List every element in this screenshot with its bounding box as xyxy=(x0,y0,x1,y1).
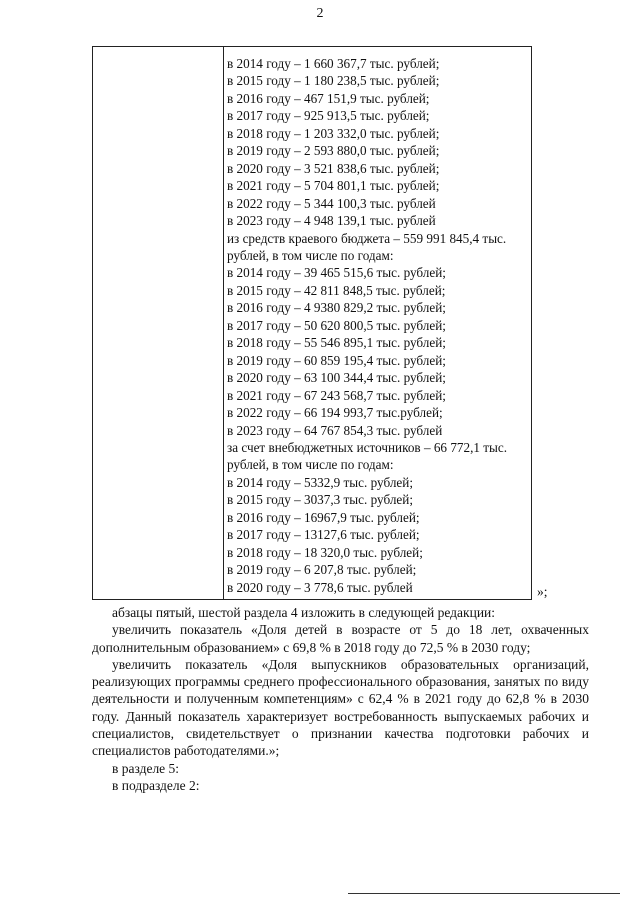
funding-line: в 2015 году – 1 180 238,5 тыс. рублей; xyxy=(227,73,440,89)
funding-line: в 2018 году – 1 203 332,0 тыс. рублей; xyxy=(227,125,440,141)
funding-cell xyxy=(227,55,527,596)
funding-line: в 2018 году – 18 320,0 тыс. рублей; xyxy=(227,544,423,560)
indicator-paragraph-2: увеличить показатель «Доля выпускников образовательных организаций, реализующих программы среднего профессионального образования, занятых по виду деятельности и полученным компетенциям» с 62,4 % в 2021 году до 62,8 % в 2030 году. Данный показатель характеризует востребованность выпускаемых рабочих и специалистов, свидетельствует о признании качества подготовки рабочих и специалистов работодателями.»; xyxy=(92,656,589,759)
funding-table xyxy=(92,46,532,600)
subsection-2-line: в подразделе 2: xyxy=(112,777,200,793)
closing-quote: »; xyxy=(537,584,548,599)
funding-line: в 2014 году – 1 660 367,7 тыс. рублей; xyxy=(227,56,440,71)
funding-line: в 2015 году – 42 811 848,5 тыс. рублей; xyxy=(227,282,446,298)
funding-line: в 2014 году – 39 465 515,6 тыс. рублей; xyxy=(227,265,446,281)
funding-line: рублей, в том числе по годам: xyxy=(227,457,394,473)
funding-line: в 2016 году – 4 9380 829,2 тыс. рублей; xyxy=(227,300,446,316)
funding-line: в 2020 году – 63 100 344,4 тыс. рублей; xyxy=(227,370,446,386)
funding-line: в 2017 году – 925 913,5 тыс. рублей; xyxy=(227,108,430,124)
funding-line: в 2018 году – 55 546 895,1 тыс. рублей; xyxy=(227,335,446,351)
funding-line: в 2017 году – 13127,6 тыс. рублей; xyxy=(227,527,420,543)
funding-line: за счет внебюджетных источников – 66 772,1 тыс. xyxy=(227,439,508,455)
funding-line: в 2014 году – 5332,9 тыс. рублей; xyxy=(227,474,413,490)
funding-line: в 2023 году – 4 948 139,1 тыс. рублей xyxy=(227,213,436,229)
funding-line: в 2016 году – 16967,9 тыс. рублей; xyxy=(227,509,420,525)
funding-line: из средств краевого бюджета – 559 991 845,4 тыс. xyxy=(227,230,507,246)
funding-line: в 2021 году – 67 243 568,7 тыс. рублей; xyxy=(227,387,446,403)
amendment-heading-line: абзацы пятый, шестой раздела 4 изложить в следующей редакции: xyxy=(112,605,496,620)
indicator-paragraph-1: увеличить показатель «Доля детей в возрасте от 5 до 18 лет, охваченных дополнительным образованием» с 69,8 % в 2018 году до 72,5 % в 2030 году; xyxy=(92,622,589,655)
funding-line: в 2020 году – 3 778,6 тыс. рублей xyxy=(227,579,413,595)
funding-line: в 2023 году – 64 767 854,3 тыс. рублей xyxy=(227,422,443,438)
section-5-line: в разделе 5: xyxy=(112,760,180,776)
funding-line: рублей, в том числе по годам: xyxy=(227,247,394,263)
funding-line: в 2019 году – 2 593 880,0 тыс. рублей; xyxy=(227,143,440,159)
funding-line: в 2022 году – 66 194 993,7 тыс.рублей; xyxy=(227,405,443,421)
funding-line: в 2022 году – 5 344 100,3 тыс. рублей xyxy=(227,195,436,211)
table-column-divider xyxy=(223,47,224,599)
amendment-text xyxy=(92,604,589,794)
funding-line: в 2019 году – 60 859 195,4 тыс. рублей; xyxy=(227,352,446,368)
funding-line: в 2019 году – 6 207,8 тыс. рублей; xyxy=(227,562,417,578)
funding-line: в 2017 году – 50 620 800,5 тыс. рублей; xyxy=(227,317,446,333)
funding-line: в 2021 году – 5 704 801,1 тыс. рублей; xyxy=(227,178,440,194)
funding-line: в 2020 году – 3 521 838,6 тыс. рублей; xyxy=(227,160,440,176)
footer-rule xyxy=(348,893,620,894)
funding-line: в 2016 году – 467 151,9 тыс. рублей; xyxy=(227,90,430,106)
funding-line: в 2015 году – 3037,3 тыс. рублей; xyxy=(227,492,413,508)
page-number: 2 xyxy=(316,6,324,21)
